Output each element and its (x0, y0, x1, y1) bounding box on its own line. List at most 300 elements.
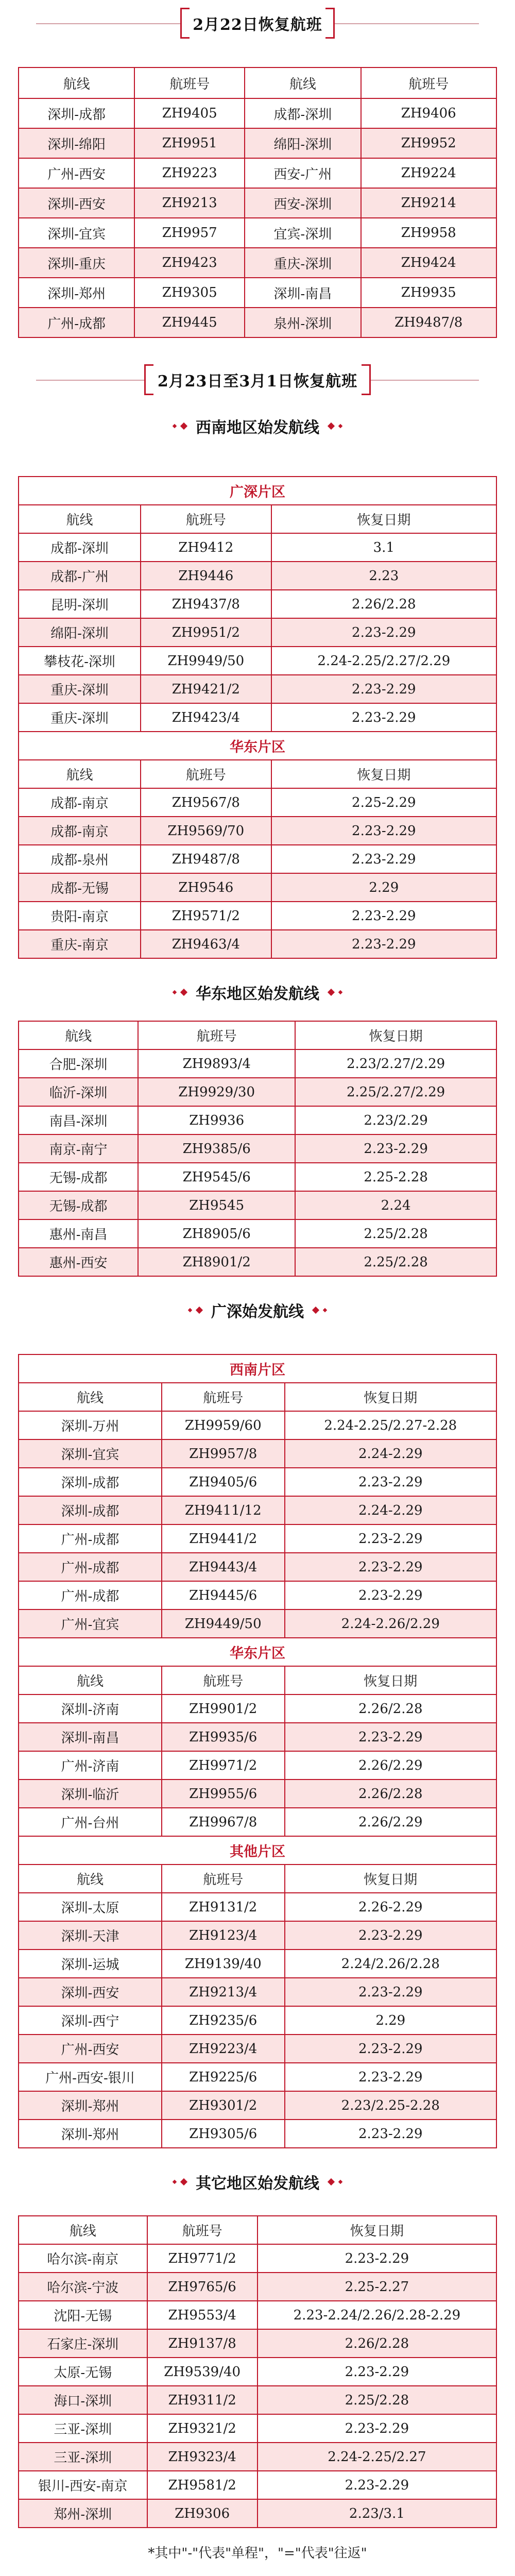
table-cell: 哈尔滨-南京 (19, 2244, 147, 2273)
table-cell: ZH9771/2 (147, 2244, 258, 2273)
table-cell: 无锡-成都 (19, 1163, 138, 1191)
area-label: 华东片区 (19, 1638, 496, 1666)
diamond-icon (338, 2180, 342, 2184)
column-header: 航线 (19, 1865, 162, 1893)
table-row (19, 2386, 496, 2414)
column-header: 航班号 (141, 505, 271, 533)
table-cell: 广州-西安 (19, 2035, 162, 2063)
table-cell: ZH9424 (361, 248, 497, 278)
table-row (19, 2443, 496, 2471)
table-row (19, 845, 496, 873)
table-cell: 2.26-2.29 (285, 1893, 496, 1921)
table-cell: ZH9901/2 (162, 1694, 285, 1723)
table-cell: ZH9224 (361, 158, 497, 188)
guangshen-flight-table (18, 1354, 497, 2148)
table-cell: 3.1 (271, 533, 496, 562)
table-cell: 攀枝花-深圳 (19, 647, 141, 675)
table-cell: 2.23-2.29 (285, 1723, 496, 1751)
diamond-icon (328, 2178, 335, 2185)
table-cell: 深圳-宜宾 (19, 218, 134, 248)
table-cell: 宜宾-深圳 (245, 218, 360, 248)
table-cell: 2.23-2.29 (271, 703, 496, 732)
table-cell: 2.23/2.27/2.29 (295, 1049, 496, 1078)
area-label: 西南片区 (19, 1354, 496, 1383)
table-cell: ZH9405 (134, 98, 245, 128)
table-row (19, 703, 496, 732)
table-cell: ZH9539/40 (147, 2358, 258, 2386)
table-row (19, 2329, 496, 2358)
table-cell: ZH9321/2 (147, 2414, 258, 2443)
table-row (19, 902, 496, 930)
table-cell: 深圳-运城 (19, 1950, 162, 1978)
title-box (180, 8, 335, 39)
table-cell: 深圳-宜宾 (19, 1439, 162, 1468)
table-cell: 2.25/2.28 (295, 1219, 496, 1248)
table-cell: ZH9571/2 (141, 902, 271, 930)
table-cell: ZH9553/4 (147, 2301, 258, 2329)
table-cell: ZH9214 (361, 188, 497, 218)
table-header-row (19, 1383, 496, 1411)
table-cell: ZH9951/2 (141, 618, 271, 647)
table-cell: ZH9421/2 (141, 675, 271, 703)
table-cell: 深圳-万州 (19, 1411, 162, 1439)
table-cell: 临沂-深圳 (19, 1078, 138, 1106)
table-cell: 绵阳-深圳 (19, 618, 141, 647)
table-row (19, 1411, 496, 1439)
table-cell: 2.23-2.29 (295, 1134, 496, 1163)
table-row (19, 1553, 496, 1581)
table-cell: 广州-宜宾 (19, 1609, 162, 1638)
table-cell: ZH9311/2 (147, 2386, 258, 2414)
table-cell: 2.24-2.26/2.29 (285, 1609, 496, 1638)
table-row (19, 188, 496, 218)
column-header: 航班号 (162, 1865, 285, 1893)
diamond-icon (312, 1307, 319, 1314)
table-cell: 成都-深圳 (245, 98, 360, 128)
table-row (19, 2273, 496, 2301)
column-header: 航班号 (147, 2216, 258, 2244)
table-cell: ZH9423 (134, 248, 245, 278)
table-cell: 深圳-南昌 (19, 1723, 162, 1751)
table-row (19, 218, 496, 248)
table-cell: 2.23-2.29 (258, 2358, 496, 2386)
table-header-row (19, 760, 496, 788)
table-cell: 2.23-2.29 (271, 817, 496, 845)
guangshen-title: 广深始发航线 (211, 1303, 304, 1321)
table-row (19, 128, 496, 158)
column-header: 恢复日期 (285, 1666, 496, 1694)
table-header-row (19, 2216, 496, 2244)
table-cell: ZH9567/8 (141, 788, 271, 817)
table-row (19, 1134, 496, 1163)
table-row (19, 2358, 496, 2386)
table-row (19, 1524, 496, 1553)
table-cell: 深圳-郑州 (19, 2120, 162, 2148)
table-cell: 2.26/2.28 (271, 590, 496, 618)
table-cell: 广州-济南 (19, 1751, 162, 1780)
table-cell: 2.29 (285, 2006, 496, 2035)
table-cell: 深圳-成都 (19, 1496, 162, 1524)
table-header-row (19, 1666, 496, 1694)
table-cell: 石家庄-深圳 (19, 2329, 147, 2358)
table-row (19, 788, 496, 817)
guangshen-heading (0, 1292, 515, 1328)
table-cell: 2.23-2.29 (271, 902, 496, 930)
area-label: 其他片区 (19, 1836, 496, 1865)
table-cell: 2.23-2.29 (285, 1921, 496, 1950)
table-cell: 2.23-2.24/2.26/2.28-2.29 (258, 2301, 496, 2329)
table-cell: 广州-成都 (19, 1524, 162, 1553)
table-cell: 2.25/2.27/2.29 (295, 1078, 496, 1106)
other-flight-table (18, 2215, 497, 2528)
table-cell: 2.29 (271, 873, 496, 902)
column-header: 航线 (19, 1666, 162, 1694)
diamond-icon (328, 422, 335, 430)
table-row (19, 1950, 496, 1978)
table-cell: 2.26/2.29 (285, 1808, 496, 1836)
table-cell: ZH9957/8 (162, 1439, 285, 1468)
other-title: 其它地区始发航线 (196, 2175, 319, 2193)
southwest-title: 西南地区始发航线 (196, 419, 319, 437)
table-header-row (19, 1021, 496, 1049)
other-heading (0, 2164, 515, 2200)
table-row (19, 2414, 496, 2443)
column-header: 航班号 (162, 1383, 285, 1411)
column-header: 航线 (19, 760, 141, 788)
table-cell: 南昌-深圳 (19, 1106, 138, 1134)
column-header: 航班号 (361, 67, 497, 98)
table-cell: 深圳-西安 (19, 1978, 162, 2006)
table-cell: 南京-南宁 (19, 1134, 138, 1163)
table-header-row (19, 67, 496, 98)
table-cell: ZH9441/2 (162, 1524, 285, 1553)
table-cell: ZH9487/8 (361, 308, 497, 337)
diamond-icon (180, 422, 187, 430)
column-header: 航班号 (138, 1021, 295, 1049)
table-cell: 2.24-2.25/2.27 (258, 2443, 496, 2471)
table-cell: 2.24 (295, 1191, 496, 1219)
table-cell: 深圳-郑州 (19, 278, 134, 308)
table-cell: 深圳-天津 (19, 1921, 162, 1950)
table-cell: 2.23-2.29 (285, 2120, 496, 2148)
southwest-flight-table (18, 476, 497, 959)
diamond-icon (173, 424, 177, 428)
area-row (19, 1836, 496, 1865)
table-row (19, 1049, 496, 1078)
table-cell: ZH9957 (134, 218, 245, 248)
section-title-feb23-mar1 (0, 357, 515, 403)
table-row (19, 1439, 496, 1468)
table-row (19, 817, 496, 845)
table-row (19, 1609, 496, 1638)
column-header: 航班号 (141, 760, 271, 788)
table-cell: 深圳-郑州 (19, 2091, 162, 2120)
area-row (19, 477, 496, 505)
table-cell: ZH9131/2 (162, 1893, 285, 1921)
table-row (19, 2035, 496, 2063)
table-row (19, 2244, 496, 2273)
table-cell: ZH9443/4 (162, 1553, 285, 1581)
table-cell: ZH9225/6 (162, 2063, 285, 2091)
table-cell: ZH9445 (134, 308, 245, 337)
table-cell: ZH9545 (138, 1191, 295, 1219)
table-cell: 2.23-2.29 (285, 2063, 496, 2091)
footnote: *其中"-"代表"单程"，"="代表"往返" (148, 2546, 367, 2561)
table-row (19, 1780, 496, 1808)
table-row (19, 1219, 496, 1248)
table-cell: 无锡-成都 (19, 1191, 138, 1219)
column-header: 恢复日期 (271, 760, 496, 788)
table-cell: ZH9139/40 (162, 1950, 285, 1978)
table-cell: 2.26/2.29 (285, 1751, 496, 1780)
table-row (19, 562, 496, 590)
table-cell: 广州-西安-银川 (19, 2063, 162, 2091)
table-cell: 广州-成都 (19, 308, 134, 337)
table-row (19, 1581, 496, 1609)
table-cell: 2.23-2.29 (285, 1978, 496, 2006)
diamond-icon (196, 1307, 203, 1314)
table-row (19, 618, 496, 647)
table-cell: 深圳-成都 (19, 98, 134, 128)
table-row (19, 930, 496, 958)
table-cell: 2.25-2.27 (258, 2273, 496, 2301)
table-cell: 重庆-南京 (19, 930, 141, 958)
diamond-icon (328, 989, 335, 996)
table-cell: 深圳-成都 (19, 1468, 162, 1496)
column-header: 航线 (19, 1021, 138, 1049)
table-cell: 2.23-2.29 (271, 845, 496, 873)
feb22-flight-table (18, 67, 497, 338)
table-cell: 昆明-深圳 (19, 590, 141, 618)
table-cell: 深圳-济南 (19, 1694, 162, 1723)
table-cell: ZH9569/70 (141, 817, 271, 845)
table-cell: 西安-广州 (245, 158, 360, 188)
table-cell: ZH9305/6 (162, 2120, 285, 2148)
table-cell: 2.26/2.28 (285, 1694, 496, 1723)
diamond-icon (323, 1308, 327, 1312)
table-cell: ZH9546 (141, 873, 271, 902)
table-cell: ZH9223/4 (162, 2035, 285, 2063)
diamond-icon (188, 1308, 192, 1312)
table-row (19, 2471, 496, 2499)
table-cell: ZH9936 (138, 1106, 295, 1134)
east-heading (0, 974, 515, 1010)
table-cell: ZH8905/6 (138, 1219, 295, 1248)
table-cell: 成都-泉州 (19, 845, 141, 873)
table-row (19, 1163, 496, 1191)
table-cell: 广州-成都 (19, 1553, 162, 1581)
table-cell: ZH9412 (141, 533, 271, 562)
table-row (19, 98, 496, 128)
table-cell: 成都-南京 (19, 788, 141, 817)
table-cell: 2.23-2.29 (285, 1581, 496, 1609)
table-cell: ZH9323/4 (147, 2443, 258, 2471)
bracket-right (325, 8, 335, 39)
table-cell: 2.23-2.29 (285, 1468, 496, 1496)
table-cell: 惠州-西安 (19, 1248, 138, 1276)
table-cell: 成都-无锡 (19, 873, 141, 902)
diamond-icon (180, 2178, 187, 2185)
table-cell: 绵阳-深圳 (245, 128, 360, 158)
table-cell: 太原-无锡 (19, 2358, 147, 2386)
table-row (19, 2499, 496, 2528)
area-row (19, 1638, 496, 1666)
table-cell: 2.24-2.25/2.27-2.28 (285, 1411, 496, 1439)
table-cell: 2.23-2.29 (258, 2244, 496, 2273)
table-row (19, 1751, 496, 1780)
table-cell: ZH9951 (134, 128, 245, 158)
table-cell: 贵阳-南京 (19, 902, 141, 930)
table-cell: ZH9213/4 (162, 1978, 285, 2006)
table-row (19, 1723, 496, 1751)
table-row (19, 1694, 496, 1723)
column-header: 恢复日期 (271, 505, 496, 533)
table-row (19, 1893, 496, 1921)
column-header: 恢复日期 (295, 1021, 496, 1049)
table-cell: 合肥-深圳 (19, 1049, 138, 1078)
table-cell: 泉州-深圳 (245, 308, 360, 337)
table-cell: 2.24/2.26/2.28 (285, 1950, 496, 1978)
table-cell: ZH9949/50 (141, 647, 271, 675)
table-cell: ZH9137/8 (147, 2329, 258, 2358)
table-cell: ZH9235/6 (162, 2006, 285, 2035)
table-cell: ZH9123/4 (162, 1921, 285, 1950)
table-cell: 海口-深圳 (19, 2386, 147, 2414)
table-row (19, 873, 496, 902)
table-cell: 哈尔滨-宁波 (19, 2273, 147, 2301)
table-cell: 2.25/2.28 (258, 2386, 496, 2414)
table-cell: ZH9445/6 (162, 1581, 285, 1609)
table-cell: 2.24-2.25/2.27/2.29 (271, 647, 496, 675)
bracket-left (180, 8, 190, 39)
column-header: 恢复日期 (258, 2216, 496, 2244)
table-cell: ZH9213 (134, 188, 245, 218)
table-cell: 重庆-深圳 (245, 248, 360, 278)
area-row (19, 732, 496, 760)
table-cell: 成都-深圳 (19, 533, 141, 562)
table-cell: ZH9959/60 (162, 1411, 285, 1439)
table-row (19, 1106, 496, 1134)
table-cell: 2.23-2.29 (258, 2471, 496, 2499)
table-cell: ZH9893/4 (138, 1049, 295, 1078)
column-header: 航线 (19, 67, 134, 98)
table-cell: 深圳-南昌 (245, 278, 360, 308)
table-cell: 2.23-2.29 (285, 2035, 496, 2063)
table-cell: 2.23 (271, 562, 496, 590)
table-cell: 2.23/2.29 (295, 1106, 496, 1134)
table-cell: ZH9952 (361, 128, 497, 158)
table-header-row (19, 505, 496, 533)
table-cell: 2.23-2.29 (258, 2414, 496, 2443)
table-cell: ZH9406 (361, 98, 497, 128)
table-cell: ZH9463/4 (141, 930, 271, 958)
table-cell: 深圳-绵阳 (19, 128, 134, 158)
table-cell: 三亚-深圳 (19, 2414, 147, 2443)
table-cell: 2.23/3.1 (258, 2499, 496, 2528)
table-row (19, 1978, 496, 2006)
table-cell: 成都-南京 (19, 817, 141, 845)
table-header-row (19, 1865, 496, 1893)
column-header: 航班号 (162, 1666, 285, 1694)
table-cell: 广州-台州 (19, 1808, 162, 1836)
table-cell: ZH9306 (147, 2499, 258, 2528)
table-row (19, 2006, 496, 2035)
table-row (19, 2091, 496, 2120)
diamond-icon (180, 989, 187, 996)
table-row (19, 675, 496, 703)
column-header: 航班号 (134, 67, 245, 98)
table-row (19, 590, 496, 618)
table-cell: ZH9935 (361, 278, 497, 308)
area-label: 广深片区 (19, 477, 496, 505)
table-cell: 深圳-临沂 (19, 1780, 162, 1808)
table-cell: 广州-西安 (19, 158, 134, 188)
table-row (19, 2120, 496, 2148)
table-row (19, 647, 496, 675)
table-cell: ZH9411/12 (162, 1496, 285, 1524)
table-cell: 2.23-2.29 (271, 675, 496, 703)
table-row (19, 158, 496, 188)
table-cell: ZH9305 (134, 278, 245, 308)
table-cell: ZH9765/6 (147, 2273, 258, 2301)
table-cell: 郑州-深圳 (19, 2499, 147, 2528)
table-cell: 2.25-2.28 (295, 1163, 496, 1191)
table-cell: 2.24-2.29 (285, 1439, 496, 1468)
table-cell: 2.23/2.25-2.28 (285, 2091, 496, 2120)
southwest-heading (0, 408, 515, 444)
table-row (19, 278, 496, 308)
section2-title: 2月23日至3月1日恢复航班 (157, 372, 358, 391)
table-cell: 西安-深圳 (245, 188, 360, 218)
column-header: 恢复日期 (285, 1383, 496, 1411)
table-cell: ZH8901/2 (138, 1248, 295, 1276)
table-cell: ZH9545/6 (138, 1163, 295, 1191)
table-cell: 2.25/2.28 (295, 1248, 496, 1276)
table-cell: ZH9929/30 (138, 1078, 295, 1106)
table-cell: ZH9935/6 (162, 1723, 285, 1751)
table-row (19, 2301, 496, 2329)
column-header: 航线 (19, 1383, 162, 1411)
section-title-feb22 (0, 0, 515, 46)
table-cell: 深圳-重庆 (19, 248, 134, 278)
diamond-icon (173, 2180, 177, 2184)
table-cell: 成都-广州 (19, 562, 141, 590)
table-cell: ZH9581/2 (147, 2471, 258, 2499)
section1-title: 2月22日恢复航班 (193, 16, 322, 34)
title-box (144, 364, 371, 395)
column-header: 恢复日期 (285, 1865, 496, 1893)
area-row (19, 1354, 496, 1383)
table-cell: ZH9446 (141, 562, 271, 590)
east-flight-table (18, 1021, 497, 1277)
table-row (19, 1078, 496, 1106)
table-cell: ZH9958 (361, 218, 497, 248)
table-cell: ZH9223 (134, 158, 245, 188)
table-row (19, 248, 496, 278)
table-cell: 2.23-2.29 (271, 618, 496, 647)
diamond-icon (338, 990, 342, 994)
table-cell: 重庆-深圳 (19, 675, 141, 703)
table-cell: 2.23-2.29 (285, 1524, 496, 1553)
diamond-icon (338, 424, 342, 428)
table-row (19, 1921, 496, 1950)
table-cell: 2.26/2.28 (285, 1780, 496, 1808)
table-row (19, 2063, 496, 2091)
column-header: 航线 (19, 505, 141, 533)
area-label: 华东片区 (19, 732, 496, 760)
table-cell: 三亚-深圳 (19, 2443, 147, 2471)
table-cell: 深圳-西宁 (19, 2006, 162, 2035)
